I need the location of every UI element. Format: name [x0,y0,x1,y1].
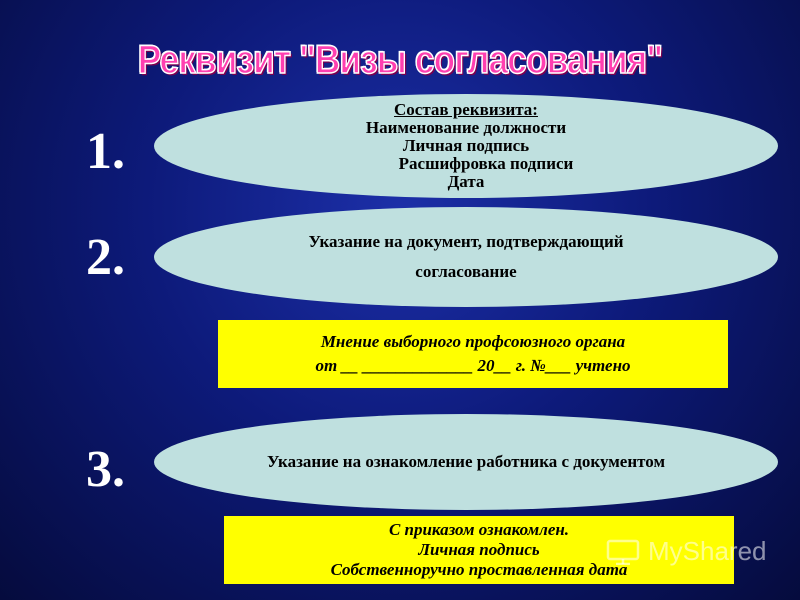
composition-heading: Состав реквизита: [394,100,538,119]
ellipse-line: Указание на ознакомление работника с документом [266,452,666,471]
box-line: от __ _____________ 20__ г. №___ учтено [315,356,631,375]
step-number-3: 3. [86,441,125,498]
box-line: Мнение выборного профсоюзного органа [320,332,626,351]
requisite-composition-ellipse [154,94,778,198]
box-line: Собственноручно проставленная дата [330,560,628,579]
approval-document-ellipse [154,207,778,307]
composition-line: Дата [447,172,485,191]
composition-line: Наименование должности [365,118,567,137]
box-line: С приказом ознакомлен. [388,520,570,539]
composition-line: Расшифровка подписи [398,154,574,173]
ellipse-line: согласование [415,262,517,281]
familiarization-ellipse [154,414,778,510]
step-number-2: 2. [86,229,125,286]
box-line: Личная подпись [418,540,540,559]
presentation-icon [606,539,640,565]
composition-line: Личная подпись [402,136,530,155]
union-opinion-box [218,320,728,388]
step-number-1: 1. [86,123,125,180]
watermark-text: MyShared [648,536,767,566]
ellipse-line: Указание на документ, подтверждающий [308,232,624,251]
slide-title: Реквизит "Визы согласования" [137,38,663,82]
watermark [606,536,767,567]
